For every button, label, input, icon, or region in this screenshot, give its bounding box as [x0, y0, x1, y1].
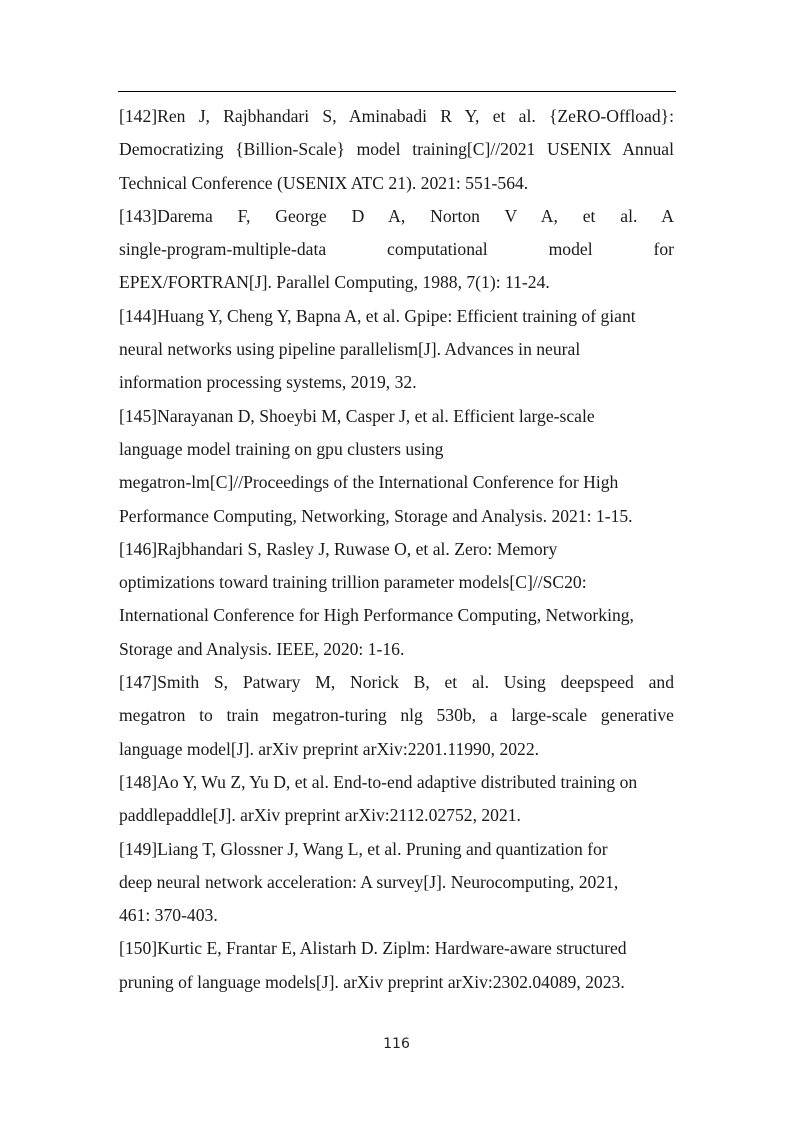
- reference-line: language model training on gpu clusters using: [119, 438, 444, 459]
- reference-list: [119, 100, 674, 999]
- reference-line: deep neural network acceleration: A survey[J]. Neurocomputing, 2021,: [119, 871, 619, 892]
- reference-entry-142: [119, 100, 674, 200]
- reference-line: [150]Kurtic E, Frantar E, Alistarh D. Ziplm: Hardware-aware structured: [119, 938, 627, 959]
- reference-line: [149]Liang T, Glossner J, Wang L, et al. Pruning and quantization for: [119, 838, 608, 859]
- reference-line: paddlepaddle[J]. arXiv preprint arXiv:2112.02752, 2021.: [119, 805, 521, 826]
- reference-line: megatron to train megatron-turing nlg 530b, a large-scale generative: [119, 705, 674, 726]
- reference-line: [147]Smith S, Patwary M, Norick B, et al. Using deepspeed and: [119, 672, 674, 693]
- reference-entry-144: [119, 300, 674, 400]
- reference-entry-148: [119, 766, 674, 833]
- reference-line: megatron-lm[C]//Proceedings of the International Conference for High: [119, 472, 619, 493]
- reference-entry-146: [119, 533, 674, 666]
- reference-entry-143: [119, 200, 674, 300]
- header-rule: [118, 91, 676, 92]
- reference-line: EPEX/FORTRAN[J]. Parallel Computing, 1988, 7(1): 11-24.: [119, 272, 550, 293]
- reference-line: Performance Computing, Networking, Storage and Analysis. 2021: 1-15.: [119, 505, 633, 526]
- reference-line: pruning of language models[J]. arXiv preprint arXiv:2302.04089, 2023.: [119, 971, 625, 992]
- reference-line: [142]Ren J, Rajbhandari S, Aminabadi R Y, et al. {ZeRO-Offload}:: [119, 106, 674, 126]
- reference-line: neural networks using pipeline parallelism[J]. Advances in neural: [119, 339, 581, 360]
- reference-line: [143]Darema F, George D A, Norton V A, et al. A: [119, 205, 674, 226]
- reference-entry-150: [119, 932, 674, 999]
- reference-entry-145: [119, 400, 674, 533]
- reference-entry-147: [119, 666, 674, 766]
- reference-line: [148]Ao Y, Wu Z, Yu D, et al. End-to-end adaptive distributed training on: [119, 771, 638, 792]
- reference-line: Democratizing {Billion-Scale} model training[C]//2021 USENIX Annual: [119, 139, 674, 160]
- reference-line: 461: 370-403.: [119, 905, 218, 926]
- reference-entry-149: [119, 833, 674, 933]
- reference-line: [144]Huang Y, Cheng Y, Bapna A, et al. Gpipe: Efficient training of giant: [119, 305, 636, 326]
- reference-line: [145]Narayanan D, Shoeybi M, Casper J, et al. Efficient large-scale: [119, 405, 595, 426]
- reference-line: single-program-multiple-data computational model for: [119, 239, 674, 260]
- reference-line: International Conference for High Performance Computing, Networking,: [119, 605, 634, 626]
- reference-line: Storage and Analysis. IEEE, 2020: 1-16.: [119, 638, 405, 659]
- reference-line: language model[J]. arXiv preprint arXiv:2201.11990, 2022.: [119, 738, 540, 759]
- reference-line: optimizations toward training trillion parameter models[C]//SC20:: [119, 572, 587, 593]
- page-number: 116: [383, 1036, 410, 1052]
- reference-line: information processing systems, 2019, 32.: [119, 372, 417, 393]
- reference-line: Technical Conference (USENIX ATC 21). 2021: 551-564.: [119, 172, 529, 193]
- reference-line: [146]Rajbhandari S, Rasley J, Ruwase O, et al. Zero: Memory: [119, 538, 558, 559]
